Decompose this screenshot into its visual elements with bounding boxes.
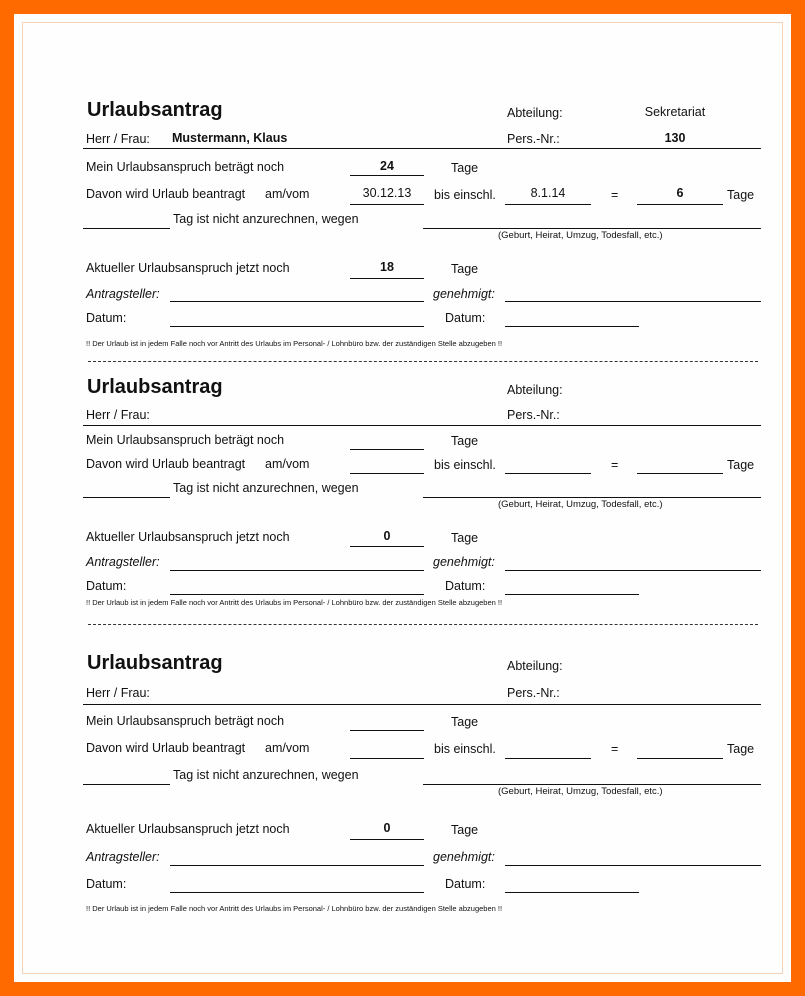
aktueller-field[interactable]: 0: [383, 529, 391, 543]
equals-sign: =: [611, 742, 619, 756]
tage-label: Tage: [727, 188, 755, 202]
genehmigt-line: [505, 570, 761, 571]
antragsteller-label: Antragsteller:: [86, 850, 160, 864]
bis-label: bis einschl.: [434, 742, 496, 756]
am-vom-field[interactable]: 30.12.13: [362, 186, 412, 200]
tage-total-field[interactable]: 6: [676, 186, 684, 200]
header-underline: [83, 704, 761, 705]
tage-label: Tage: [451, 262, 479, 276]
submission-note: !! Der Urlaub ist in jedem Falle noch vor Antritt des Urlaubs im Personal- / Lohnbüro bzw. der zuständigen Stelle abzugeben !!: [86, 339, 503, 348]
genehmigt-label: genehmigt:: [433, 850, 495, 864]
reason-line: [423, 497, 761, 498]
form-title: Urlaubsantrag: [87, 652, 223, 674]
anspruch-line: [350, 449, 424, 450]
aktueller-line: [350, 546, 424, 547]
abteilung-label: Abteilung:: [507, 106, 563, 120]
pers-nr-label: Pers.-Nr.:: [507, 408, 560, 422]
bis-field[interactable]: 8.1.14: [530, 186, 566, 200]
reason-line: [423, 784, 761, 785]
abteilung-label: Abteilung:: [507, 659, 563, 673]
genehmigt-label: genehmigt:: [433, 555, 495, 569]
equals-sign: =: [611, 188, 619, 202]
header-underline: [83, 425, 761, 426]
am-vom-label: am/vom: [265, 187, 310, 201]
aktueller-line: [350, 278, 424, 279]
equals-sign: =: [611, 458, 619, 472]
nicht-anrechnen-label: Tag ist nicht anzurechnen, wegen: [173, 212, 359, 226]
datum-right-line: [505, 326, 639, 327]
tage-total-line: [637, 758, 723, 759]
datum-label: Datum:: [86, 311, 127, 325]
am-vom-label: am/vom: [265, 741, 310, 755]
tage-label: Tage: [727, 742, 755, 756]
anspruch-line: [350, 175, 424, 176]
beantragt-label: Davon wird Urlaub beantragt: [86, 741, 246, 755]
pers-nr-field[interactable]: 130: [664, 131, 686, 145]
aktueller-line: [350, 839, 424, 840]
nicht-anrechnen-label: Tag ist nicht anzurechnen, wegen: [173, 768, 359, 782]
form-title: Urlaubsantrag: [87, 376, 223, 398]
antragsteller-label: Antragsteller:: [86, 287, 160, 301]
header-underline: [83, 148, 761, 149]
name-field[interactable]: Mustermann, Klaus: [172, 131, 288, 145]
am-vom-line: [350, 473, 424, 474]
tage-label: Tage: [451, 715, 479, 729]
beantragt-label: Davon wird Urlaub beantragt: [86, 457, 246, 471]
anspruch-line: [350, 730, 424, 731]
form-title: Urlaubsantrag: [87, 99, 223, 121]
tage-label: Tage: [727, 458, 755, 472]
antragsteller-label: Antragsteller:: [86, 555, 160, 569]
cut-separator: [88, 624, 758, 625]
datum-line: [170, 594, 424, 595]
datum-line: [170, 892, 424, 893]
aktueller-label: Aktueller Urlaubsanspruch jetzt noch: [86, 530, 290, 544]
abteilung-value[interactable]: Sekretariat: [644, 105, 706, 119]
bis-label: bis einschl.: [434, 188, 496, 202]
submission-note: !! Der Urlaub ist in jedem Falle noch vor Antritt des Urlaubs im Personal- / Lohnbüro bzw. der zuständigen Stelle abzugeben !!: [86, 598, 503, 607]
tage-label: Tage: [451, 531, 479, 545]
herr-frau-label: Herr / Frau:: [86, 408, 150, 422]
datum-label-right: Datum:: [445, 579, 486, 593]
datum-right-line: [505, 892, 639, 893]
reasons-hint: (Geburt, Heirat, Umzug, Todesfall, etc.): [498, 786, 663, 797]
anspruch-label: Mein Urlaubsanspruch beträgt noch: [86, 433, 285, 447]
datum-label-right: Datum:: [445, 877, 486, 891]
am-vom-line: [350, 204, 424, 205]
nicht-anrechnen-days-line: [83, 228, 170, 229]
cut-separator: [88, 361, 758, 362]
genehmigt-line: [505, 865, 761, 866]
tage-total-line: [637, 473, 723, 474]
reason-line: [423, 228, 761, 229]
nicht-anrechnen-days-line: [83, 784, 170, 785]
antragsteller-line: [170, 301, 424, 302]
beantragt-label: Davon wird Urlaub beantragt: [86, 187, 246, 201]
am-vom-label: am/vom: [265, 457, 310, 471]
nicht-anrechnen-days-line: [83, 497, 170, 498]
datum-label: Datum:: [86, 579, 127, 593]
aktueller-label: Aktueller Urlaubsanspruch jetzt noch: [86, 822, 290, 836]
herr-frau-label: Herr / Frau:: [86, 686, 150, 700]
datum-label: Datum:: [86, 877, 127, 891]
datum-line: [170, 326, 424, 327]
bis-line: [505, 758, 591, 759]
datum-right-line: [505, 594, 639, 595]
aktueller-field[interactable]: 0: [383, 821, 391, 835]
abteilung-label: Abteilung:: [507, 383, 563, 397]
aktueller-field[interactable]: 18: [380, 260, 394, 274]
aktueller-label: Aktueller Urlaubsanspruch jetzt noch: [86, 261, 290, 275]
genehmigt-line: [505, 301, 761, 302]
bis-label: bis einschl.: [434, 458, 496, 472]
tage-label: Tage: [451, 434, 479, 448]
antragsteller-line: [170, 570, 424, 571]
datum-label-right: Datum:: [445, 311, 486, 325]
genehmigt-label: genehmigt:: [433, 287, 495, 301]
tage-total-line: [637, 204, 723, 205]
bis-line: [505, 473, 591, 474]
tage-label: Tage: [451, 161, 479, 175]
nicht-anrechnen-label: Tag ist nicht anzurechnen, wegen: [173, 481, 359, 495]
herr-frau-label: Herr / Frau:: [86, 132, 150, 146]
am-vom-line: [350, 758, 424, 759]
anspruch-field[interactable]: 24: [380, 159, 394, 173]
bis-line: [505, 204, 591, 205]
submission-note: !! Der Urlaub ist in jedem Falle noch vor Antritt des Urlaubs im Personal- / Lohnbüro bzw. der zuständigen Stelle abzugeben !!: [86, 904, 503, 913]
reasons-hint: (Geburt, Heirat, Umzug, Todesfall, etc.): [498, 499, 663, 510]
pers-nr-label: Pers.-Nr.:: [507, 686, 560, 700]
reasons-hint: (Geburt, Heirat, Umzug, Todesfall, etc.): [498, 230, 663, 241]
anspruch-label: Mein Urlaubsanspruch beträgt noch: [86, 714, 285, 728]
tage-label: Tage: [451, 823, 479, 837]
pers-nr-label: Pers.-Nr.:: [507, 132, 560, 146]
anspruch-label: Mein Urlaubsanspruch beträgt noch: [86, 160, 285, 174]
antragsteller-line: [170, 865, 424, 866]
